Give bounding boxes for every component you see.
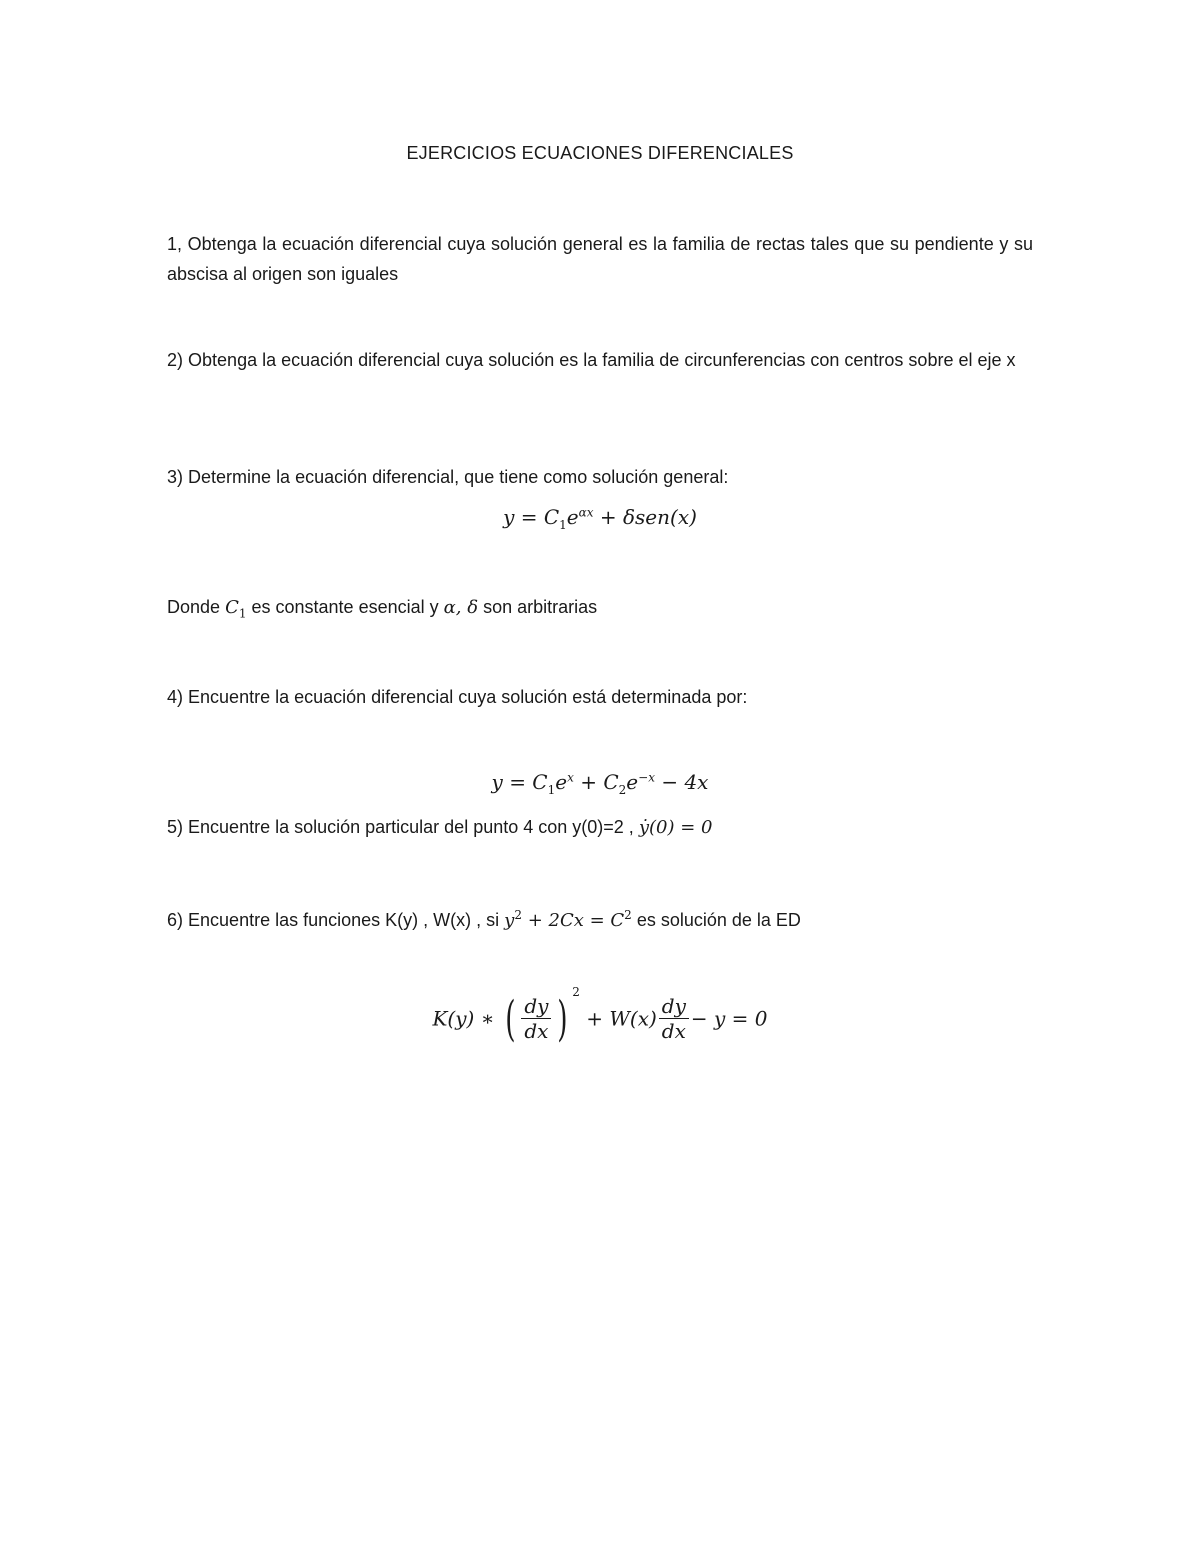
exercise-1-text: Obtenga la ecuación diferencial cuya solución general es la familia de rectas tales que su pendiente y su abscisa al origen son iguales	[167, 234, 1033, 284]
exercise-3	[167, 462, 1033, 492]
eq3-sub: 1	[559, 518, 567, 532]
note-greek: α, δ	[443, 597, 479, 618]
exercise-5-text: Encuentre la solución particular del punto 4 con y(0)=2 ,	[188, 817, 634, 837]
eq6-k: K(y) ∗	[432, 1006, 501, 1031]
exercise-3-number: 3)	[167, 467, 184, 487]
eq4-e2: e	[626, 770, 639, 794]
eq3-exp-base: e	[566, 505, 579, 529]
eq6-fraction-2: $\frac{dy}{dx}$	[659, 994, 689, 1043]
eq6-fraction-1: $\frac{dy}{dx}$	[521, 994, 551, 1043]
eq4-e1: e	[555, 770, 568, 794]
note-end: son arbitrarias	[483, 597, 598, 617]
exercise-2-text: Obtenga la ecuación diferencial cuya solución es la familia de circunferencias con centros sobre el eje x	[188, 350, 1016, 370]
exercise-2	[167, 345, 1033, 375]
eq6-end: − y = 0	[690, 1006, 768, 1031]
exercise-5-number: 5)	[167, 817, 184, 837]
exercise-4	[167, 682, 1033, 712]
exercise-3-note	[167, 592, 1033, 629]
eq4-exp1: x	[567, 770, 574, 785]
eq4-sub2: 2	[618, 783, 627, 797]
exercise-6-number: 6)	[167, 910, 184, 930]
exercise-5	[167, 812, 1033, 843]
exercise-3-equation	[0, 505, 1200, 532]
eq4-sub1: 1	[547, 783, 556, 797]
exercise-4-equation	[0, 770, 1200, 797]
eq6-power: 2	[572, 985, 580, 999]
eq6-open-paren: (	[504, 990, 516, 1047]
eq3-exponent: αx	[578, 505, 594, 520]
eq4-a: y = C	[491, 770, 548, 794]
exercise-5-math: ẏ(0) = 0	[638, 817, 713, 838]
exercise-6-math: $y^2 + 2Cx = C^2$	[504, 908, 632, 931]
exercise-3-text: Determine la ecuación diferencial, que tiene como solución general:	[188, 467, 729, 487]
note-donde: Donde	[167, 597, 221, 617]
eq3-lhs: y = C	[503, 505, 560, 529]
eq6-w: + W(x)	[579, 1006, 657, 1031]
exercise-6	[167, 900, 1033, 936]
eq4-c: − 4x	[654, 770, 709, 794]
exercise-6-text-b: es solución de la ED	[636, 910, 801, 930]
exercise-4-text: Encuentre la ecuación diferencial cuya solución está determinada por:	[188, 687, 748, 707]
exercise-2-number: 2)	[167, 350, 184, 370]
eq4-b: + C	[573, 770, 619, 794]
exercise-1-number: 1,	[167, 234, 183, 254]
document-title: EJERCICIOS ECUACIONES DIFERENCIALES	[406, 143, 794, 163]
exercise-1	[167, 229, 1033, 289]
exercise-6-text-a: Encuentre las funciones K(y) , W(x) , si	[188, 910, 500, 930]
note-constant: $C_1$	[225, 597, 247, 621]
eq6-close-paren: )	[557, 990, 569, 1047]
note-middle: es constante esencial y	[251, 597, 439, 617]
eq4-exp2: −x	[638, 770, 655, 785]
exercise-4-number: 4)	[167, 687, 184, 707]
eq3-rest: + δsen(x)	[593, 505, 697, 529]
exercise-6-equation	[0, 985, 1200, 1047]
